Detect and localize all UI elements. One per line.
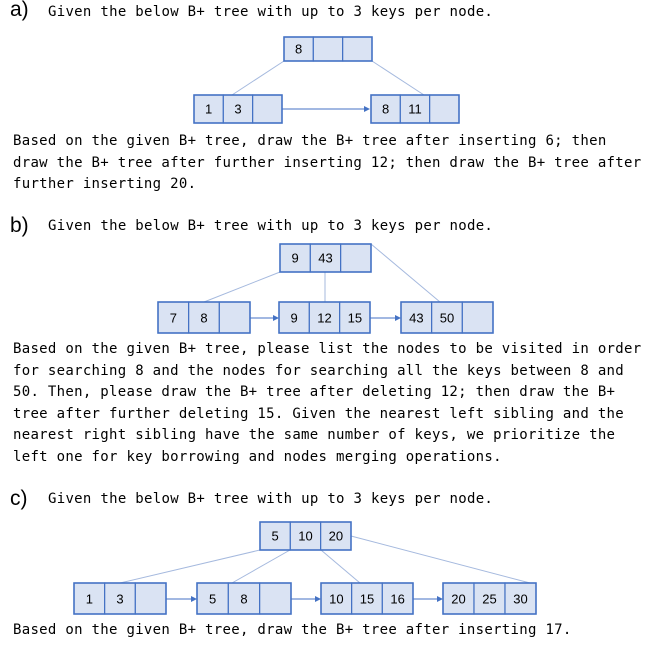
node-key: 12 xyxy=(317,310,332,326)
node-key: 25 xyxy=(482,591,497,607)
node-key: 43 xyxy=(409,310,424,326)
node-key: 1 xyxy=(85,591,93,607)
node-key: 20 xyxy=(451,591,466,607)
node-key: 9 xyxy=(290,310,298,326)
node-key: 3 xyxy=(234,101,242,117)
question-line: nearest right sibling have the same number of keys, we prioritize the xyxy=(13,427,616,444)
question-line: further inserting 20. xyxy=(13,176,197,193)
node-key: 16 xyxy=(390,591,405,607)
section-a-label: a) xyxy=(10,0,29,21)
section-c-label: c) xyxy=(10,487,28,510)
section-a-instruction: Given the below B+ tree with up to 3 keys per node. xyxy=(48,4,494,20)
tree-leaf-node xyxy=(321,583,413,614)
question-line: 50. Then, please draw the B+ tree after deleting 12; then draw the B+ xyxy=(13,384,616,401)
node-key: 5 xyxy=(271,528,279,544)
question-line: Based on the given B+ tree, please list the nodes to be visited in order xyxy=(13,341,642,357)
node-key: 15 xyxy=(347,310,363,326)
tree-node-root xyxy=(260,522,351,550)
question-line: tree after further deleting 15. Given the nearest left sibling and the xyxy=(13,405,625,422)
tree-leaf-node xyxy=(197,583,291,614)
question-line: draw the B+ tree after further inserting 12; then draw the B+ tree after xyxy=(13,154,642,171)
section-b-label: b) xyxy=(10,214,29,237)
node-key: 50 xyxy=(439,310,455,326)
question-line: for searching 8 and the nodes for searching all the keys between 8 and xyxy=(13,362,625,379)
node-key: 43 xyxy=(318,250,333,266)
node-key: 7 xyxy=(169,310,177,326)
node-key: 30 xyxy=(513,591,528,607)
tree-leaf-node xyxy=(74,583,166,614)
node-key: 10 xyxy=(329,591,344,607)
node-key: 10 xyxy=(298,528,313,544)
node-key: 8 xyxy=(240,591,248,607)
node-key: 8 xyxy=(295,41,303,57)
node-key: 9 xyxy=(291,250,299,266)
node-key: 20 xyxy=(328,528,344,544)
node-key: 1 xyxy=(205,101,213,117)
node-key: 5 xyxy=(209,591,217,607)
question-line: left one for key borrowing and nodes merging operations. xyxy=(13,448,502,465)
section-c-instruction: Given the below B+ tree with up to 3 keys per node. xyxy=(48,491,494,507)
question-line: Based on the given B+ tree, draw the B+ tree after inserting 6; then xyxy=(13,133,607,149)
section-b-instruction: Given the below B+ tree with up to 3 keys per node. xyxy=(48,218,494,234)
tree-leaf-node xyxy=(443,583,536,614)
node-key: 3 xyxy=(116,591,124,607)
node-key: 11 xyxy=(408,101,422,117)
node-key: 8 xyxy=(382,101,390,117)
node-key: 15 xyxy=(359,591,375,607)
node-key: 8 xyxy=(200,310,208,326)
section-c-question xyxy=(13,620,572,642)
question-line: Based on the given B+ tree, draw the B+ tree after inserting 17. xyxy=(13,622,572,638)
